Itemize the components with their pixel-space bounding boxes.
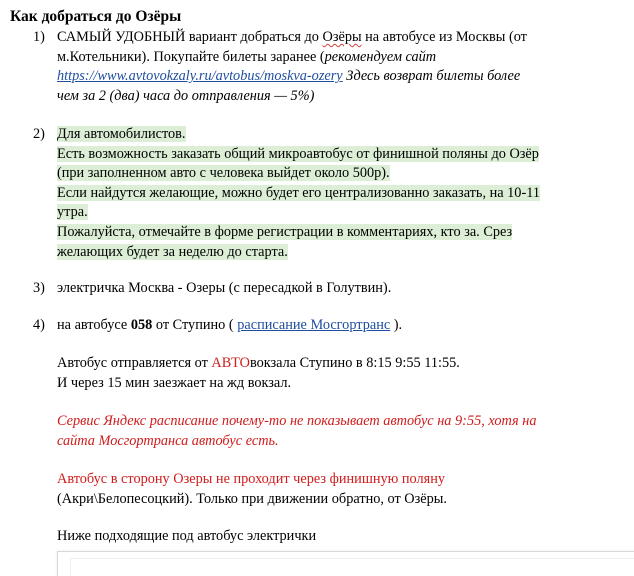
embedded-frame: [57, 551, 634, 576]
item1-line1: САМЫЙ УДОБНЫЙ вариант добраться до Озёры на автобусе из Москвы (от: [57, 29, 527, 45]
embedded-frame-inner: [70, 558, 634, 576]
list-number: 4): [33, 317, 45, 333]
list-number: 2): [33, 126, 45, 142]
motorists-line: Есть возможность заказать общий микроавтобус от финишной поляны до Озёр: [57, 145, 539, 162]
avtovokzaly-link[interactable]: https://www.avtovokzaly.ru/avtobus/moskva-ozery: [57, 68, 343, 85]
item1-line3: https://www.avtovokzaly.ru/avtobus/moskva-ozery Здесь возврат билеты более: [57, 68, 521, 85]
motorists-heading: Для автомобилистов.: [57, 126, 186, 142]
motorists-line: (при заполненном авто с человека выйдет около 500р).: [57, 165, 390, 182]
motorists-line: Пожалуйста, отмечайте в форме регистрации в комментариях, кто за. Срез: [57, 223, 513, 240]
motorists-line: желающих будет за неделю до старта.: [57, 243, 288, 260]
mosgortrans-schedule-link[interactable]: расписание Мосгортранс: [237, 317, 391, 333]
item4-line: на автобусе 058 от Ступино ( расписание Мосгортранс ).: [57, 317, 403, 333]
avto-highlight: АВТО: [211, 355, 250, 371]
item1-line2: м.Котельники). Покупайте билеты заранее (рекомендуем сайт: [57, 48, 437, 65]
train-text: электричка Москва - Озеры (с пересадкой в Голутвин).: [57, 280, 392, 296]
list-number: 3): [33, 280, 45, 296]
bus-number: 058: [130, 317, 153, 333]
trains-heading: Ниже подходящие под автобус электрички: [57, 528, 317, 544]
bus-schedule: Автобус отправляется от АВТОвокзала Ступино в 8:15 9:55 11:55. И через 15 мин заезжает на жд вокзал.: [57, 355, 460, 391]
motorists-line: Если найдутся желающие, можно будет его централизованно заказать, на 10-11: [57, 184, 540, 201]
item1-line4: чем за 2 (два) часа до отправления — 5%): [57, 87, 315, 104]
page-title: Как добраться до Озёры: [10, 8, 182, 25]
motorists-line: утра.: [57, 204, 88, 221]
spellcheck-word: Озёры: [322, 29, 362, 45]
list-number: 1): [33, 29, 45, 45]
route-note: Автобус в сторону Озеры не проходит через финишную поляну (Акри\Белопесоцкий). Только при движении обратно, от Озёры.: [57, 471, 447, 507]
yandex-note: Сервис Яндекс расписание почему-то не показывает автобус на 9:55, хотя на сайта Мосгортранса автобус есть.: [57, 413, 537, 449]
